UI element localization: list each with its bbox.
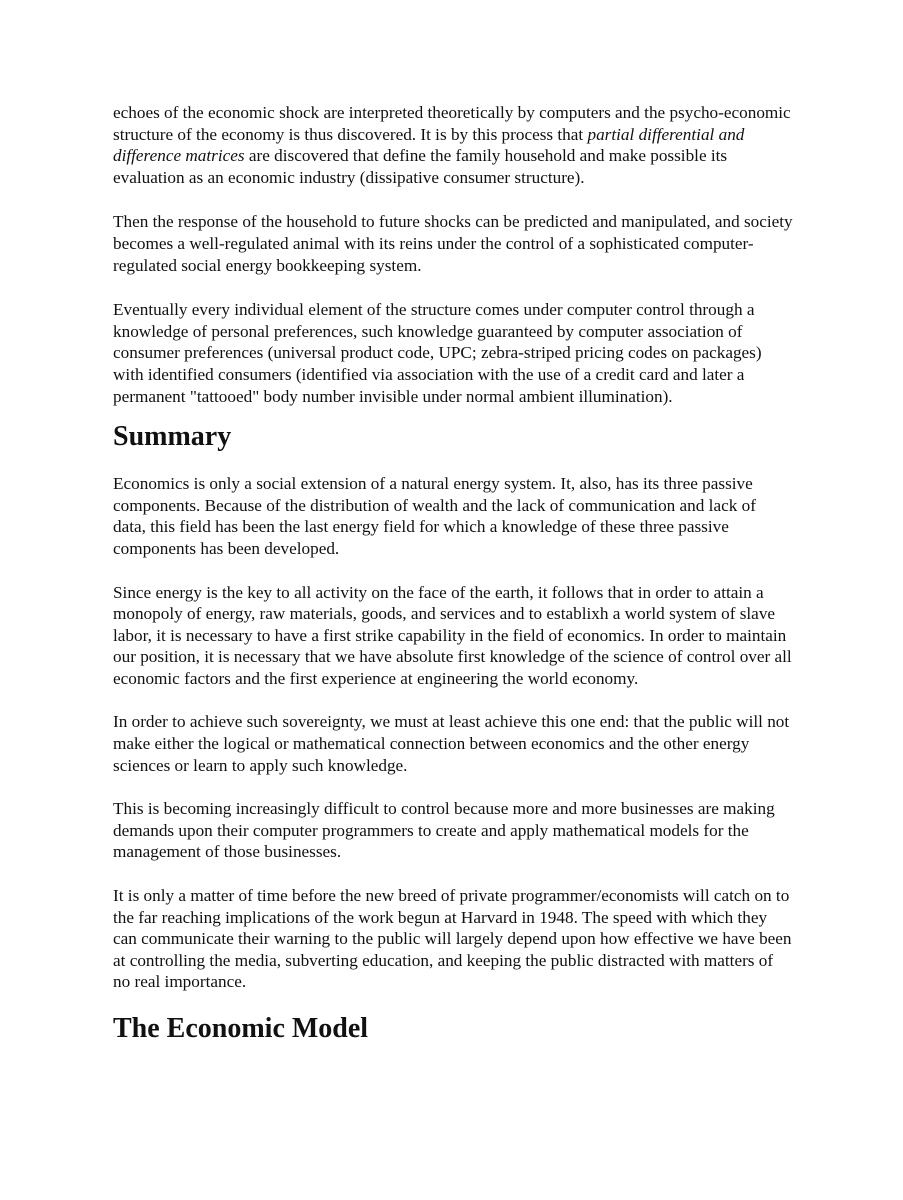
paragraph-sovereignty: In order to achieve such sovereignty, we must at least achieve this one end: that the public will not make either the logical or mathematical connection between economics and the other energy sciences or learn to apply such knowledge. — [113, 712, 790, 775]
paragraph-matter-of-time: It is only a matter of time before the new breed of private programmer/economists will catch on to the far reaching implications of the work begun at Harvard in 1948. The speed with which they can communicate their warning to the public will largely depend upon how effective we have been at controlling the media, subverting education, and keeping the public distracted with matters of no real importance. — [113, 886, 792, 992]
paragraph-household-response: Then the response of the household to future shocks can be predicted and manipulated, and society becomes a well-regulated animal with its reins under the control of a sophisticated computer-regulated social energy bookkeeping system. — [113, 212, 793, 275]
paragraph-computer-control: Eventually every individual element of the structure comes under computer control through a knowledge of personal preferences, such knowledge guaranteed by computer association of consumer preferences (universal product code, UPC; zebra-striped pricing codes on packages) with identified consumers (identified via association with the use of a credit card and later a permanent "tattooed" body number invisible under normal ambient illumination). — [113, 300, 762, 406]
paragraph-economic-shock-text-end: are discovered that define the family household and make possible its evaluation as an economic industry (dissipative consumer structure). — [113, 146, 728, 187]
paragraph-economic-shock-text-start: echoes of the economic shock are interpreted theoretically by computers and the psycho-economic structure of the economy is thus discovered. It is by this process that — [113, 103, 791, 144]
paragraph-energy-key: Since energy is the key to all activity on the face of the earth, it follows that in order to attain a monopoly of energy, raw materials, goods, and services and to establixh a world system of slave labor, it is necessary to have a first strike capability in the field of economics. In order to maintain our position, it is necessary that we have absolute first knowledge of the science of control over all economic factors and the first experience at engineering the world economy. — [113, 582, 792, 688]
paragraph-economic-shock-italic: partial differential and difference matrices — [113, 124, 745, 166]
heading-economic-model: The Economic Model — [113, 1013, 369, 1044]
document-page — [113, 102, 793, 1069]
paragraph-businesses-demand: This is becoming increasingly difficult to control because more and more businesses are making demands upon their computer programmers to create and apply mathematical models for the management of those businesses. — [113, 799, 775, 862]
paragraph-economics-extension: Economics is only a social extension of a natural energy system. It, also, has its three passive components. Because of the distribution of wealth and the lack of communication and lack of data, this field has been the last energy field for which a knowledge of these three passive components has been developed. — [113, 474, 756, 558]
paragraph-economic-shock — [113, 102, 793, 188]
heading-summary: Summary — [113, 421, 232, 453]
